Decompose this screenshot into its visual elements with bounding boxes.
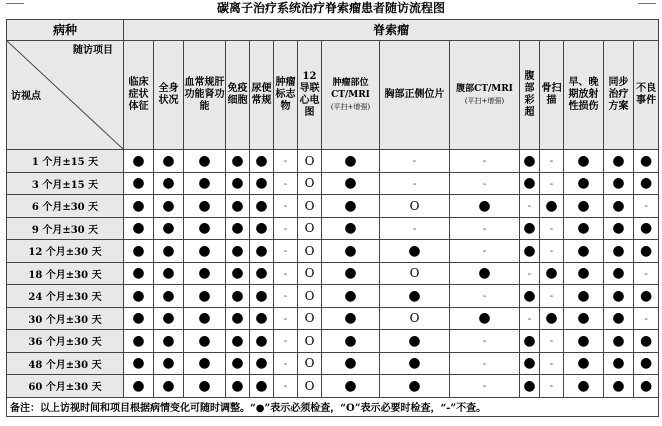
column-header-label: 肿瘤标志物	[275, 77, 296, 112]
column-header-label: 不良事件	[636, 83, 657, 106]
required-mark: ●	[184, 240, 226, 263]
column-header	[124, 41, 154, 150]
required-mark: ●	[540, 307, 564, 330]
required-mark: ●	[634, 375, 659, 398]
required-mark: ●	[124, 375, 154, 398]
not-required-mark: -	[540, 172, 564, 195]
column-header	[274, 41, 298, 150]
table-row	[7, 352, 659, 375]
column-header-label: 早、晚期放射性损伤	[568, 77, 599, 112]
required-mark: ●	[634, 240, 659, 263]
column-header-label: 胸部正侧位片	[384, 89, 445, 100]
required-mark: ●	[604, 195, 634, 218]
corner-mark-left	[6, 3, 24, 10]
not-required-mark: -	[274, 375, 298, 398]
required-mark: ●	[564, 172, 604, 195]
not-required-mark: -	[274, 352, 298, 375]
column-header-sublabel: (平扫+增强)	[330, 103, 371, 111]
required-mark: ●	[380, 240, 450, 263]
required-mark: ●	[184, 262, 226, 285]
table-row	[7, 172, 659, 195]
not-required-mark: -	[540, 352, 564, 375]
required-mark: ●	[226, 330, 250, 353]
required-mark: ●	[604, 240, 634, 263]
visit-point-cell: 1 个月±15 天	[7, 150, 124, 173]
required-mark: ●	[226, 172, 250, 195]
column-header	[564, 41, 604, 150]
not-required-mark: -	[450, 217, 520, 240]
not-required-mark: -	[634, 195, 659, 218]
not-required-mark: -	[380, 172, 450, 195]
not-required-mark: -	[274, 285, 298, 308]
required-mark: ●	[184, 375, 226, 398]
not-required-mark: -	[274, 330, 298, 353]
optional-mark: O	[380, 307, 450, 330]
optional-mark: O	[298, 217, 322, 240]
required-mark: ●	[564, 330, 604, 353]
required-mark: ●	[250, 330, 274, 353]
required-mark: ●	[380, 352, 450, 375]
required-mark: ●	[322, 285, 380, 308]
visit-point-cell: 6 个月±30 天	[7, 195, 124, 218]
not-required-mark: -	[520, 195, 540, 218]
column-header-label: 腹部彩超	[524, 71, 535, 118]
optional-mark: O	[298, 240, 322, 263]
required-mark: ●	[250, 262, 274, 285]
column-header-label: 骨扫描	[541, 83, 562, 106]
column-header	[604, 41, 634, 150]
column-header-label: 同步治疗方案	[608, 77, 629, 112]
required-mark: ●	[154, 375, 184, 398]
required-mark: ●	[322, 330, 380, 353]
required-mark: ●	[184, 195, 226, 218]
column-header	[520, 41, 540, 150]
diagonal-header-cell	[7, 41, 124, 150]
required-mark: ●	[450, 307, 520, 330]
required-mark: ●	[124, 262, 154, 285]
visit-point-cell: 24 个月±30 天	[7, 285, 124, 308]
optional-mark: O	[298, 172, 322, 195]
required-mark: ●	[634, 217, 659, 240]
required-mark: ●	[540, 262, 564, 285]
required-mark: ●	[634, 330, 659, 353]
optional-mark: O	[380, 262, 450, 285]
table-row	[7, 240, 659, 263]
not-required-mark: -	[274, 150, 298, 173]
disease-label: 病种	[7, 20, 124, 41]
required-mark: ●	[250, 150, 274, 173]
not-required-mark: -	[274, 217, 298, 240]
required-mark: ●	[124, 285, 154, 308]
visit-point-cell: 60 个月±30 天	[7, 375, 124, 398]
required-mark: ●	[564, 307, 604, 330]
optional-mark: O	[298, 150, 322, 173]
required-mark: ●	[184, 172, 226, 195]
column-header-label: 12导联心电图	[299, 71, 320, 118]
required-mark: ●	[450, 195, 520, 218]
required-mark: ●	[250, 307, 274, 330]
required-mark: ●	[226, 150, 250, 173]
visit-point-cell: 36 个月±30 天	[7, 330, 124, 353]
required-mark: ●	[226, 375, 250, 398]
visit-point-cell: 12 个月±30 天	[7, 240, 124, 263]
column-header	[380, 41, 450, 150]
required-mark: ●	[124, 307, 154, 330]
required-mark: ●	[226, 262, 250, 285]
column-header	[154, 41, 184, 150]
table-row	[7, 330, 659, 353]
table-row	[7, 217, 659, 240]
required-mark: ●	[322, 240, 380, 263]
table-note: 备注：以上访视时间和项目根据病情变化可随时调整。“●”表示必须检查，“O”表示必要时检查，“-”不查。	[7, 397, 659, 416]
not-required-mark: -	[540, 375, 564, 398]
not-required-mark: -	[274, 172, 298, 195]
column-header-label: 肿瘤部位CT/MRI	[331, 78, 370, 100]
table-row	[7, 285, 659, 308]
required-mark: ●	[322, 172, 380, 195]
page-title: 碳离子治疗系统治疗脊索瘤患者随访流程图	[216, 1, 445, 15]
table-row	[7, 375, 659, 398]
column-header	[450, 41, 520, 150]
optional-mark: O	[380, 195, 450, 218]
not-required-mark: -	[274, 240, 298, 263]
not-required-mark: -	[274, 195, 298, 218]
required-mark: ●	[564, 240, 604, 263]
column-header-label: 尿便常规	[251, 83, 272, 106]
required-mark: ●	[520, 217, 540, 240]
required-mark: ●	[250, 285, 274, 308]
not-required-mark: -	[520, 307, 540, 330]
required-mark: ●	[322, 352, 380, 375]
required-mark: ●	[604, 285, 634, 308]
optional-mark: O	[298, 195, 322, 218]
required-mark: ●	[634, 150, 659, 173]
corner-mark-right	[638, 3, 656, 10]
required-mark: ●	[604, 375, 634, 398]
required-mark: ●	[226, 307, 250, 330]
not-required-mark: -	[450, 150, 520, 173]
table-row	[7, 307, 659, 330]
required-mark: ●	[564, 352, 604, 375]
required-mark: ●	[564, 217, 604, 240]
required-mark: ●	[634, 352, 659, 375]
visit-point-cell: 9 个月±30 天	[7, 217, 124, 240]
not-required-mark: -	[450, 172, 520, 195]
column-header-label: 腹部CT/MRI	[456, 84, 513, 94]
optional-mark: O	[298, 262, 322, 285]
not-required-mark: -	[634, 262, 659, 285]
required-mark: ●	[322, 217, 380, 240]
required-mark: ●	[250, 195, 274, 218]
followup-items-label: 随访项目	[73, 45, 113, 56]
table-row	[7, 150, 659, 173]
not-required-mark: -	[274, 262, 298, 285]
visit-point-cell: 18 个月±30 天	[7, 262, 124, 285]
required-mark: ●	[226, 217, 250, 240]
required-mark: ●	[520, 172, 540, 195]
required-mark: ●	[520, 375, 540, 398]
required-mark: ●	[604, 352, 634, 375]
required-mark: ●	[604, 217, 634, 240]
required-mark: ●	[564, 285, 604, 308]
required-mark: ●	[124, 217, 154, 240]
table-row	[7, 262, 659, 285]
column-header-label: 临床症状体征	[128, 77, 149, 112]
not-required-mark: -	[540, 217, 564, 240]
optional-mark: O	[298, 285, 322, 308]
required-mark: ●	[520, 352, 540, 375]
required-mark: ●	[380, 285, 450, 308]
column-header	[298, 41, 322, 150]
column-header	[184, 41, 226, 150]
column-header	[250, 41, 274, 150]
required-mark: ●	[226, 285, 250, 308]
required-mark: ●	[250, 375, 274, 398]
required-mark: ●	[250, 240, 274, 263]
column-header	[322, 41, 380, 150]
required-mark: ●	[520, 240, 540, 263]
optional-mark: O	[298, 307, 322, 330]
column-header	[540, 41, 564, 150]
required-mark: ●	[450, 262, 520, 285]
required-mark: ●	[520, 285, 540, 308]
required-mark: ●	[604, 307, 634, 330]
required-mark: ●	[154, 285, 184, 308]
followup-table	[6, 19, 659, 417]
required-mark: ●	[154, 172, 184, 195]
visit-point-label: 访视点	[11, 91, 41, 102]
required-mark: ●	[154, 150, 184, 173]
optional-mark: O	[298, 375, 322, 398]
not-required-mark: -	[380, 217, 450, 240]
required-mark: ●	[184, 352, 226, 375]
required-mark: ●	[564, 195, 604, 218]
column-header-sublabel: (平扫+增强)	[464, 97, 505, 105]
required-mark: ●	[184, 285, 226, 308]
required-mark: ●	[124, 330, 154, 353]
required-mark: ●	[154, 352, 184, 375]
not-required-mark: -	[450, 285, 520, 308]
not-required-mark: -	[540, 330, 564, 353]
optional-mark: O	[298, 352, 322, 375]
column-header	[634, 41, 659, 150]
required-mark: ●	[124, 240, 154, 263]
required-mark: ●	[154, 262, 184, 285]
required-mark: ●	[604, 330, 634, 353]
required-mark: ●	[564, 262, 604, 285]
visit-point-cell: 3 个月±15 天	[7, 172, 124, 195]
required-mark: ●	[564, 150, 604, 173]
required-mark: ●	[250, 172, 274, 195]
required-mark: ●	[322, 262, 380, 285]
not-required-mark: -	[274, 307, 298, 330]
required-mark: ●	[226, 195, 250, 218]
optional-mark: O	[298, 330, 322, 353]
required-mark: ●	[154, 307, 184, 330]
required-mark: ●	[154, 330, 184, 353]
not-required-mark: -	[380, 150, 450, 173]
not-required-mark: -	[540, 285, 564, 308]
required-mark: ●	[226, 240, 250, 263]
required-mark: ●	[604, 172, 634, 195]
disease-name: 脊索瘤	[124, 20, 659, 41]
required-mark: ●	[154, 217, 184, 240]
required-mark: ●	[564, 375, 604, 398]
required-mark: ●	[124, 172, 154, 195]
not-required-mark: -	[450, 240, 520, 263]
required-mark: ●	[184, 150, 226, 173]
not-required-mark: -	[634, 307, 659, 330]
required-mark: ●	[322, 375, 380, 398]
not-required-mark: -	[540, 150, 564, 173]
required-mark: ●	[634, 172, 659, 195]
required-mark: ●	[322, 307, 380, 330]
required-mark: ●	[184, 217, 226, 240]
not-required-mark: -	[450, 330, 520, 353]
required-mark: ●	[322, 195, 380, 218]
required-mark: ●	[124, 195, 154, 218]
required-mark: ●	[154, 240, 184, 263]
required-mark: ●	[322, 150, 380, 173]
required-mark: ●	[520, 330, 540, 353]
required-mark: ●	[604, 262, 634, 285]
required-mark: ●	[380, 330, 450, 353]
column-header-label: 血常规肝功能肾功能	[184, 77, 225, 112]
required-mark: ●	[250, 217, 274, 240]
required-mark: ●	[226, 352, 250, 375]
required-mark: ●	[380, 375, 450, 398]
visit-point-cell: 48 个月±30 天	[7, 352, 124, 375]
required-mark: ●	[604, 150, 634, 173]
required-mark: ●	[124, 352, 154, 375]
column-header	[226, 41, 250, 150]
not-required-mark: -	[540, 240, 564, 263]
table-row	[7, 195, 659, 218]
column-header-label: 免疫细胞	[227, 83, 248, 106]
required-mark: ●	[184, 307, 226, 330]
required-mark: ●	[184, 330, 226, 353]
required-mark: ●	[520, 150, 540, 173]
required-mark: ●	[124, 150, 154, 173]
required-mark: ●	[250, 352, 274, 375]
required-mark: ●	[634, 285, 659, 308]
column-header-label: 全身状况	[158, 83, 179, 106]
visit-point-cell: 30 个月±30 天	[7, 307, 124, 330]
required-mark: ●	[540, 195, 564, 218]
not-required-mark: -	[450, 352, 520, 375]
required-mark: ●	[154, 195, 184, 218]
not-required-mark: -	[450, 375, 520, 398]
not-required-mark: -	[520, 262, 540, 285]
